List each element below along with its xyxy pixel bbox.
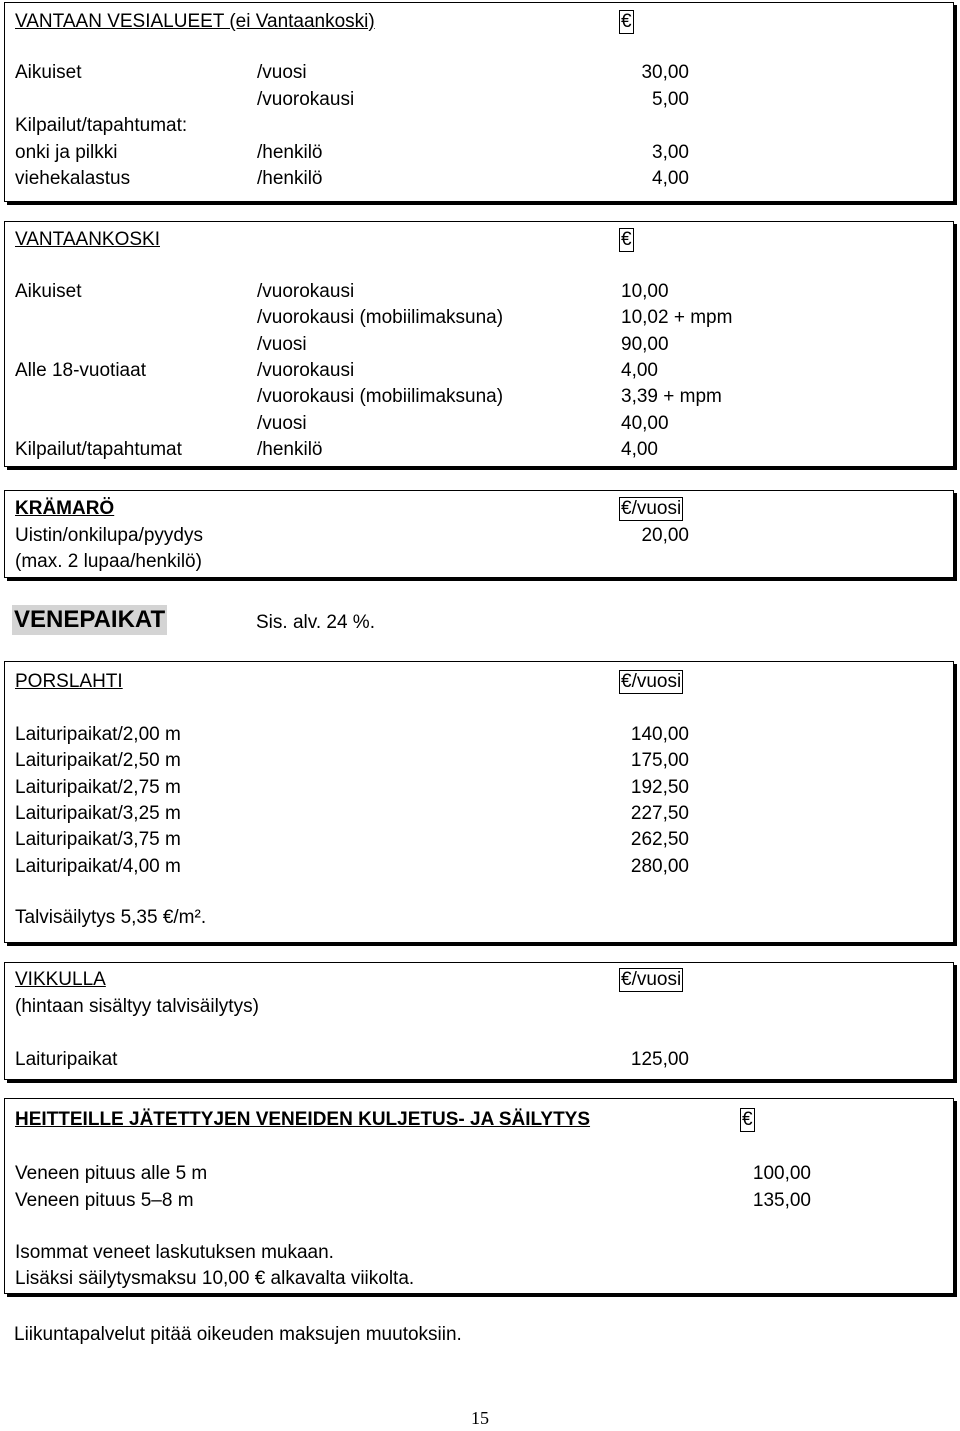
heitteille-note1: Isommat veneet laskutuksen mukaan.	[15, 1242, 334, 1263]
porslahti-box	[4, 661, 954, 943]
vikkulla-box	[4, 962, 954, 1080]
currency-symbol: €	[621, 229, 632, 250]
vesialueet-label: Kilpailut/tapahtumat:	[15, 115, 188, 136]
vikkulla-note: (hintaan sisältyy talvisäilytys)	[15, 996, 259, 1017]
vantaankoski-unit: /vuosi	[257, 412, 307, 434]
heitteille-label: Veneen pituus alle 5 m	[15, 1163, 208, 1184]
heitteille-currency	[740, 1107, 755, 1133]
vesialueet-label: viehekalastus	[15, 168, 131, 189]
heitteille-note2: Lisäksi säilytysmaksu 10,00 € alkavalta viikolta.	[15, 1268, 415, 1289]
vantaankoski-unit: /vuosi	[257, 333, 307, 355]
vesialueet-unit: /henkilö	[257, 168, 323, 189]
vesialueet-value: 5,00	[652, 88, 689, 110]
vantaankoski-unit: /vuorokausi	[257, 359, 355, 381]
porslahti-value: 192,50	[630, 776, 689, 798]
vantaankoski-value: 3,39 + mpm	[621, 386, 722, 408]
currency-symbol: €	[621, 11, 632, 32]
vikkulla-title: VIKKULLA	[15, 969, 106, 990]
heitteille-value: 100,00	[752, 1163, 811, 1184]
vesialueet-unit: /vuosi	[257, 62, 307, 83]
porslahti-label: Laituripaikat/2,00 m	[15, 724, 181, 745]
vesialueet-value: 30,00	[641, 62, 689, 83]
vesialueet-value: 4,00	[652, 168, 689, 189]
vesialueet-label: Aikuiset	[15, 62, 82, 83]
vantaankoski-unit: /henkilö	[257, 438, 323, 460]
vesialueet-title: VANTAAN VESIALUEET (ei Vantaankoski)	[15, 11, 375, 32]
unit-label: €/vuosi	[621, 671, 682, 692]
porslahti-label: Laituripaikat/4,00 m	[15, 855, 181, 877]
vantaankoski-value: 40,00	[621, 412, 669, 434]
porslahti-label: Laituripaikat/3,75 m	[15, 829, 181, 851]
kramaro-value: 20,00	[641, 525, 689, 546]
porslahti-label: Laituripaikat/3,25 m	[15, 802, 181, 824]
vesialueet-value: 3,00	[652, 141, 689, 163]
porslahti-title: PORSLAHTI	[15, 671, 123, 692]
porslahti-value: 175,00	[630, 750, 689, 772]
porslahti-unit	[619, 669, 683, 695]
vesialueet-box	[4, 2, 954, 202]
vantaankoski-unit: /vuorokausi	[257, 281, 355, 302]
kramaro-item: Uistin/onkilupa/pyydys	[15, 525, 203, 546]
vikkulla-value: 125,00	[630, 1049, 689, 1070]
porslahti-label: Laituripaikat/2,75 m	[15, 776, 181, 798]
venepaikat-heading: VENEPAIKAT	[14, 606, 166, 633]
kramaro-unit	[619, 496, 683, 522]
kramaro-title: KRÄMARÖ	[15, 498, 115, 519]
porslahti-value: 227,50	[630, 802, 689, 824]
heitteille-box	[4, 1098, 954, 1294]
unit-label: €/vuosi	[621, 498, 682, 519]
vantaankoski-value: 10,00	[621, 281, 669, 302]
porslahti-value: 280,00	[630, 855, 689, 877]
vantaankoski-title: VANTAANKOSKI	[15, 229, 160, 250]
porslahti-value: 262,50	[630, 829, 689, 851]
vantaankoski-value: 4,00	[621, 438, 658, 460]
vikkulla-item: Laituripaikat	[15, 1049, 118, 1070]
porslahti-value: 140,00	[630, 724, 689, 745]
vantaankoski-value: 10,02 + mpm	[621, 307, 733, 329]
kramaro-note: (max. 2 lupaa/henkilö)	[15, 551, 202, 572]
vantaankoski-label: Alle 18-vuotiaat	[15, 359, 146, 381]
vantaankoski-label: Aikuiset	[15, 281, 82, 302]
vantaankoski-currency	[619, 227, 634, 253]
vantaankoski-label: Kilpailut/tapahtumat	[15, 438, 182, 460]
vesialueet-unit: /vuorokausi	[257, 88, 355, 110]
vantaankoski-box	[4, 221, 954, 467]
vat-note: Sis. alv. 24 %.	[256, 612, 375, 633]
kramaro-box	[4, 490, 954, 578]
vantaankoski-value: 4,00	[621, 359, 658, 381]
currency-symbol: €	[742, 1109, 753, 1130]
vikkulla-unit	[619, 967, 683, 993]
footer-note: Liikuntapalvelut pitää oikeuden maksujen muutoksiin.	[14, 1324, 462, 1345]
heitteille-label: Veneen pituus 5–8 m	[15, 1189, 194, 1211]
vantaankoski-unit: /vuorokausi (mobiilimaksuna)	[257, 307, 504, 329]
porslahti-winter: Talvisäilytys 5,35 €/m².	[15, 907, 207, 928]
heitteille-title: HEITTEILLE JÄTETTYJEN VENEIDEN KULJETUS- JA SÄILYTYS	[15, 1109, 591, 1130]
vantaankoski-unit: /vuorokausi (mobiilimaksuna)	[257, 386, 504, 408]
vesialueet-label: onki ja pilkki	[15, 141, 118, 163]
heitteille-value: 135,00	[752, 1189, 811, 1211]
porslahti-label: Laituripaikat/2,50 m	[15, 750, 181, 772]
vesialueet-currency	[619, 9, 634, 35]
unit-label: €/vuosi	[621, 969, 682, 990]
page-number: 15	[471, 1408, 489, 1428]
vantaankoski-value: 90,00	[621, 333, 669, 355]
vesialueet-unit: /henkilö	[257, 141, 323, 163]
